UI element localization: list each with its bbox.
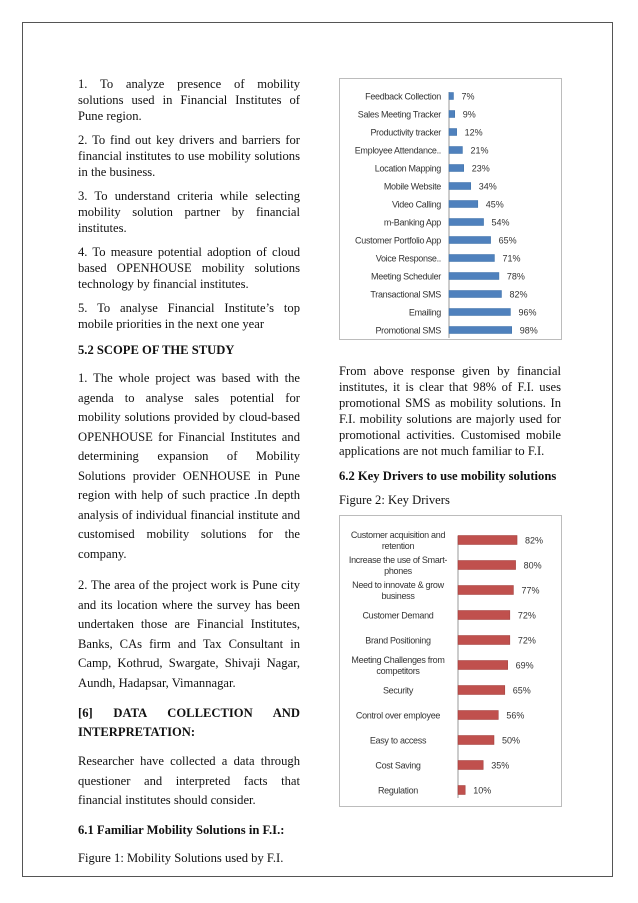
data-label: 65%	[498, 235, 517, 246]
category-label: Promotional SMS	[375, 325, 441, 336]
bar-group	[371, 272, 525, 282]
bar	[449, 111, 455, 118]
bar-group	[375, 164, 490, 174]
category-label: Sales Meeting Tracker	[357, 109, 441, 120]
category-label: m-Banking App	[383, 217, 441, 228]
bar	[458, 536, 517, 545]
data-label: 78%	[506, 271, 525, 282]
category-label: business	[381, 591, 415, 601]
category-label: Transactional SMS	[370, 289, 441, 300]
category-label: Cost Saving	[375, 760, 421, 771]
objective-4: 4. To measure potential adoption of cloud based OPENHOUSE mobility solutions technology by financial institutes.	[78, 245, 300, 291]
figure-2-caption: Figure 2: Key Drivers	[339, 493, 450, 507]
bar-group	[375, 326, 537, 336]
data-label: 77%	[521, 585, 540, 596]
data-label: 82%	[509, 289, 528, 300]
bar	[449, 237, 491, 244]
bar	[449, 147, 462, 154]
bar-group	[383, 686, 531, 696]
bar-group	[349, 555, 542, 576]
data-label: 96%	[518, 307, 537, 318]
bar-group	[370, 736, 520, 746]
bar	[449, 291, 501, 298]
category-label: Location Mapping	[374, 163, 441, 174]
data-label: 56%	[506, 710, 525, 721]
bar-group	[384, 182, 497, 192]
bar	[458, 686, 505, 695]
category-label: Control over employee	[355, 710, 441, 721]
category-label: Employee Attendance..	[354, 145, 441, 156]
data-label: 71%	[502, 253, 521, 264]
category-label: retention	[381, 541, 415, 551]
objective-1: 1. To analyze presence of mobility solutions used in Financial Institutes of Pune region.	[78, 77, 300, 123]
bar	[458, 711, 498, 720]
bar	[449, 255, 494, 262]
category-label: Customer Demand	[362, 610, 434, 621]
bar-group	[370, 128, 482, 138]
bar	[458, 786, 465, 795]
figure-2-chart	[339, 515, 562, 807]
data-label: 35%	[491, 760, 510, 771]
category-label: Easy to access	[369, 735, 427, 746]
category-label: Increase the use of Smart-	[348, 555, 448, 565]
right-column	[339, 363, 561, 508]
left-column	[78, 70, 300, 866]
category-label: Brand Positioning	[365, 635, 431, 646]
bar-group	[362, 611, 535, 621]
scope-paragraph-1: 1. The whole project was based with the agenda to analyse sales potential for mobility solutions provided by cloud-based OPENHOUSE for Financial Institutes and determining expansion of Mobility Solutions provider OENHOUSE in Pune region with help of such practice .In depth analysis of individual financial institute and customised mobility solutions for the company.	[78, 371, 300, 561]
bar-group	[355, 236, 517, 246]
section-6-2-heading: 6.2 Key Drivers to use mobility solutions	[339, 469, 557, 483]
data-label: 72%	[517, 610, 536, 621]
bar-group	[409, 308, 537, 318]
category-label: Security	[382, 685, 414, 696]
bar	[458, 661, 508, 670]
data-label: 98%	[519, 325, 538, 336]
data-collection-paragraph: Researcher have collected a data through questioner and interpreted facts that financial institutes should consider.	[78, 754, 300, 807]
bar	[449, 327, 512, 334]
section-6-1-heading: 6.1 Familiar Mobility Solutions in F.I.:	[78, 822, 285, 837]
bar-group	[365, 92, 474, 102]
category-label: Meeting Scheduler	[371, 271, 441, 282]
objective-2: 2. To find out key drivers and barriers for financial institutes to use mobility solutions in the business.	[78, 133, 300, 179]
data-label: 45%	[485, 199, 504, 210]
response-paragraph: From above response given by financial institutes, it is clear that 98% of F.I. uses promotional SMS as mobility solutions. In F.I. mobility solutions are majorly used for promotional activities. Customised mobile applications are not much familiar to F.I.	[339, 364, 561, 458]
bar-group	[384, 218, 510, 228]
figure-1-chart	[339, 78, 562, 340]
bar-group	[376, 254, 521, 264]
data-label: 21%	[470, 145, 489, 156]
category-label: Customer acquisition and	[350, 530, 446, 540]
bar-group	[356, 711, 524, 721]
bar-group	[358, 110, 476, 120]
category-label: Customer Portfolio App	[355, 235, 441, 246]
mobility-solutions-bar-chart	[340, 79, 561, 339]
bar	[449, 183, 471, 190]
bar-group	[392, 200, 504, 210]
data-label: 34%	[478, 181, 497, 192]
data-collection-heading: [6] DATA COLLECTION AND INTERPRETATION:	[78, 706, 300, 739]
data-label: 72%	[517, 635, 536, 646]
data-label: 65%	[512, 685, 531, 696]
category-label: Need to innovate & grow	[352, 580, 444, 590]
bar-group	[351, 530, 543, 551]
category-label: Emailing	[408, 307, 441, 318]
bar	[449, 129, 457, 136]
category-label: Voice Response..	[375, 253, 441, 264]
category-label: Regulation	[377, 785, 419, 796]
data-label: 82%	[525, 535, 544, 546]
category-label: competitors	[376, 666, 420, 676]
bar	[449, 201, 478, 208]
data-label: 69%	[515, 660, 534, 671]
category-label: phones	[384, 566, 412, 576]
bar-group	[365, 636, 536, 646]
objective-3: 3. To understand criteria while selecting mobility solution partner by financial institutes.	[78, 189, 300, 235]
bar	[449, 93, 453, 100]
data-label: 12%	[464, 127, 483, 138]
bar-group	[352, 580, 539, 601]
bar	[458, 611, 510, 620]
bar-group	[375, 761, 509, 771]
data-label: 7%	[461, 91, 475, 102]
bar	[458, 636, 510, 645]
data-label: 23%	[471, 163, 490, 174]
bar-group	[378, 786, 491, 796]
data-label: 54%	[491, 217, 510, 228]
category-label: Video Calling	[392, 199, 441, 210]
data-label: 10%	[473, 785, 492, 796]
bar	[449, 165, 464, 172]
bar-group	[351, 655, 533, 676]
key-drivers-bar-chart	[340, 516, 561, 806]
bar	[449, 219, 484, 226]
bar	[458, 736, 494, 745]
scope-heading: 5.2 SCOPE OF THE STUDY	[78, 343, 235, 357]
category-label: Productivity tracker	[370, 127, 441, 138]
figure-1-caption: Figure 1: Mobility Solutions used by F.I.	[78, 850, 284, 865]
category-label: Feedback Collection	[365, 91, 441, 102]
data-label: 9%	[462, 109, 476, 120]
scope-paragraph-2: 2. The area of the project work is Pune city and its location where the survey has been undertaken those are Financial Institutes, Banks, CAs firm and Tax Consultant in Camp, Kothrud, Swargate, Shivaji Nagar, Aundh, Hadapsar, Vimannagar.	[78, 578, 300, 690]
bar	[458, 586, 513, 595]
bar	[449, 309, 510, 316]
category-label: Mobile Website	[383, 181, 441, 192]
bar	[458, 561, 516, 570]
bar	[449, 273, 499, 280]
category-label: Meeting Challenges from	[351, 655, 445, 665]
bar-group	[355, 146, 489, 156]
data-label: 50%	[502, 735, 521, 746]
objective-5: 5. To analyse Financial Institute’s top mobile priorities in the next one year	[78, 301, 300, 331]
data-label: 80%	[523, 560, 542, 571]
bar	[458, 761, 483, 770]
